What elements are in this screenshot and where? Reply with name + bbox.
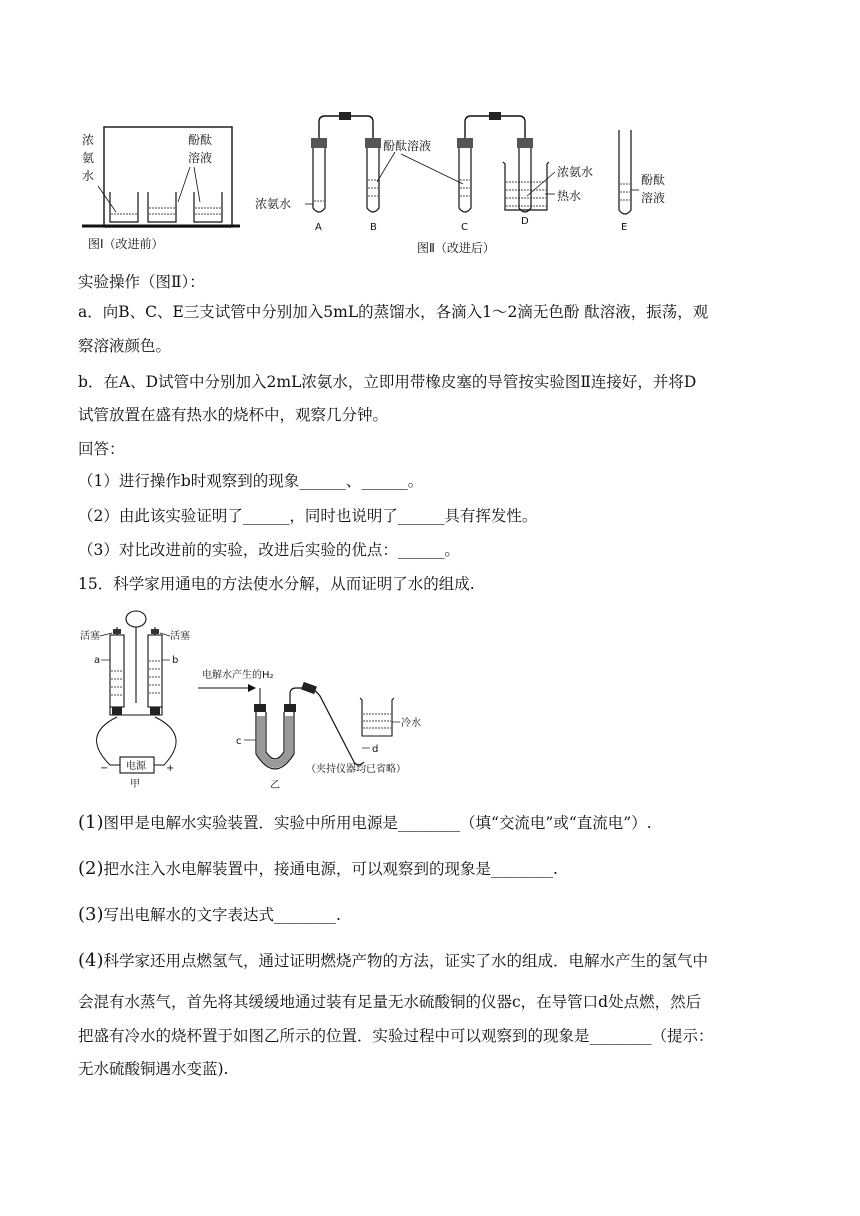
beaker-ammonia bbox=[110, 192, 138, 222]
q15-part-3 bbox=[78, 904, 341, 926]
device-c-label: c bbox=[236, 736, 242, 747]
q15-part-4-text-1: 科学家还用点燃氢气，通过证明燃烧产物的方法，证实了水的组成．电解水产生的氢气中 bbox=[103, 952, 709, 970]
beaker-phenol-2 bbox=[194, 192, 222, 222]
outlet-d-label: d bbox=[372, 744, 379, 755]
tube-e bbox=[619, 130, 631, 214]
stopper-c bbox=[457, 138, 473, 148]
op-b-line-1: b．在A、D试管中分别加入2mL浓氨水，立即用带橡皮塞的导管按实验图Ⅱ连接好，并将D bbox=[78, 373, 697, 391]
figure-1 bbox=[82, 122, 242, 262]
label-ammonia-3: 水 bbox=[82, 169, 95, 183]
tube-a bbox=[313, 148, 325, 212]
label-ammonia-2: 氨 bbox=[82, 151, 95, 165]
figure-2 bbox=[255, 106, 695, 262]
tube-a-letter: a bbox=[94, 655, 101, 666]
q15-stem: 15．科学家用通电的方法使水分解，从而证明了水的组成. bbox=[78, 575, 475, 593]
tube-label-a: A bbox=[315, 222, 322, 233]
label-ammonia-a: 浓氨水 bbox=[255, 197, 292, 211]
q15-part-4-line-2: 会混有水蒸气，首先将其缓缓地通过装有足量无水硫酸铜的仪器c，在导管口d处点燃，然后 bbox=[78, 993, 702, 1011]
figure-yi-caption: 乙 bbox=[270, 780, 280, 791]
q15-part-2-text: 把水注入水电解装置中，接通电源，可以观察到的现象是________. bbox=[103, 860, 558, 878]
outlet-tube bbox=[290, 688, 364, 765]
figure-2-caption: 图Ⅱ（改进后） bbox=[417, 241, 495, 255]
figure-yi bbox=[196, 666, 446, 794]
q15-part-3-text: 写出电解水的文字表达式________. bbox=[103, 906, 341, 924]
label-ammonia-d: 浓氨水 bbox=[557, 165, 594, 179]
label-hot-water: 热水 bbox=[557, 189, 582, 203]
cold-water-beaker bbox=[360, 698, 394, 736]
figure-jia bbox=[80, 605, 200, 790]
tube-label-b: B bbox=[370, 222, 377, 233]
q15-part-2-num: (2) bbox=[78, 858, 104, 879]
q15-part-1-num: (1) bbox=[78, 812, 104, 833]
h2-label: 电解水产生的H₂ bbox=[202, 670, 274, 681]
q14-part-2: （2）由此该实验证明了______，同时也说明了______具有挥发性。 bbox=[78, 507, 538, 525]
copper-sulfate-fill bbox=[257, 716, 293, 768]
q15-part-1 bbox=[78, 812, 652, 834]
op-a-line-2: 察溶液颜色。 bbox=[78, 337, 172, 355]
label-phenol-bc: 酚酞溶液 bbox=[383, 139, 432, 153]
label-phenol-e-1: 酚酞 bbox=[641, 173, 666, 187]
tube-b-electrolysis bbox=[148, 635, 162, 707]
op-a-line-1: a．向B、C、E三支试管中分别加入5mL的蒸馏水，各滴入1～2滴无色酚 酞溶液，振荡，观 bbox=[78, 303, 709, 321]
q15-part-2 bbox=[78, 858, 558, 880]
label-phenol-e-2: 溶液 bbox=[641, 191, 666, 205]
power-label: 电源 bbox=[126, 761, 146, 772]
answer-title: 回答： bbox=[78, 440, 125, 458]
ops-title: 实验操作（图Ⅱ）： bbox=[78, 273, 205, 291]
minus-sign: − bbox=[100, 763, 109, 774]
q15-part-4-line-3: 把盛有冷水的烧杯置于如图乙所示的位置．实验过程中可以观察到的现象是________（提示： bbox=[78, 1027, 714, 1045]
q15-part-4-line-1 bbox=[78, 950, 708, 972]
label-ammonia-1: 浓 bbox=[82, 133, 95, 147]
op-b-line-2: 试管放置在盛有热水的烧杯中，观察几分钟。 bbox=[78, 406, 389, 424]
label-phenol-1: 酚酞 bbox=[188, 133, 213, 147]
valve-left-label: 活塞 bbox=[80, 631, 100, 642]
tube-b-letter: b bbox=[172, 655, 179, 666]
reservoir-bulb bbox=[126, 611, 146, 627]
q15-part-4-num: (4) bbox=[78, 950, 104, 971]
stopper-b bbox=[365, 138, 381, 148]
figure-jia-caption: 甲 bbox=[130, 779, 140, 790]
q15-part-3-num: (3) bbox=[78, 904, 104, 925]
q14-part-3: （3）对比改进前的实验，改进后实验的优点：______。 bbox=[78, 541, 460, 559]
tube-label-d: D bbox=[521, 216, 529, 227]
bell-jar bbox=[104, 127, 232, 227]
tube-label-e: E bbox=[621, 222, 628, 233]
stopper-a bbox=[311, 138, 327, 148]
beaker-phenol-1 bbox=[148, 192, 176, 222]
stopper-d bbox=[517, 138, 533, 148]
tube-label-c: C bbox=[461, 222, 468, 233]
valve-right-label: 活塞 bbox=[170, 631, 190, 642]
tube-d bbox=[519, 148, 531, 212]
beaker-hot-water bbox=[503, 162, 549, 210]
q15-part-4-line-4: 无水硫酸铜遇水变蓝). bbox=[78, 1060, 229, 1078]
figure-1-caption: 图Ⅰ（改进前） bbox=[88, 237, 164, 251]
cold-water-label: 冷水 bbox=[401, 718, 421, 729]
q14-part-1: （1）进行操作b时观察到的现象______、______。 bbox=[78, 472, 424, 490]
q15-part-1-text: 图甲是电解水实验装置．实验中所用电源是________（填“交流电”或“直流电”）. bbox=[103, 814, 652, 832]
label-phenol-2: 溶液 bbox=[188, 151, 213, 165]
clamp-note: （夹持仪器均已省略） bbox=[306, 764, 406, 775]
plus-sign: + bbox=[166, 763, 175, 774]
